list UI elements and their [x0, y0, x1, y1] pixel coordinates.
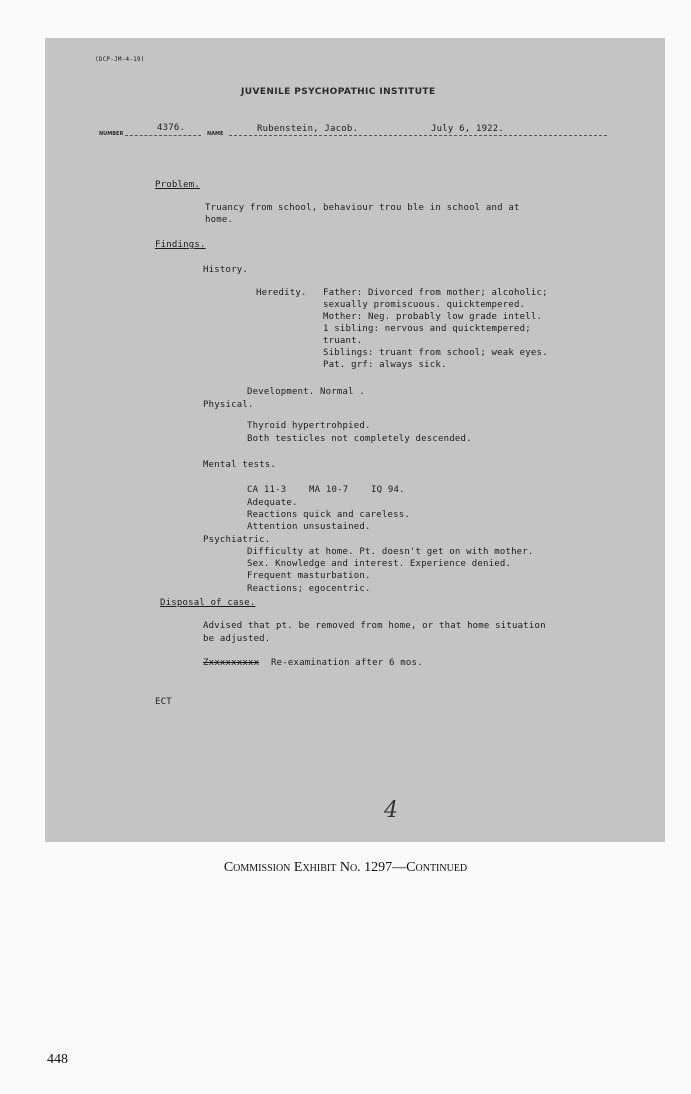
heredity-line-3: Mother: Neg. probably low grade intell.	[323, 312, 543, 322]
physical-label: Physical.	[203, 400, 254, 410]
test-ma: MA 10-7	[309, 485, 349, 495]
heredity-line-5: truant.	[323, 336, 363, 346]
mental-line-1: Adequate.	[247, 498, 298, 508]
psychiatric-line-4: Reactions; egocentric.	[247, 584, 371, 594]
physical-line-1: Thyroid hypertrohpied.	[247, 421, 371, 431]
record-date: July 6, 1922.	[431, 124, 505, 134]
heredity-label: Heredity.	[256, 288, 307, 298]
scanned-document	[45, 38, 665, 842]
psychiatric-line-2: Sex. Knowledge and interest. Experience denied.	[247, 559, 512, 569]
heredity-line-6: Siblings: truant from school; weak eyes.	[323, 348, 548, 358]
problem-line-2: home.	[205, 215, 234, 225]
findings-heading: Findings.	[155, 240, 206, 250]
number-rule	[125, 135, 201, 136]
exhibit-caption: Commission Exhibit No. 1297—Continued	[223, 860, 468, 875]
test-ca: CA 11-3	[247, 485, 287, 495]
disposal-line-1: Advised that pt. be removed from home, or that home situation	[203, 621, 546, 631]
heredity-line-4: 1 sibling: nervous and quicktempered;	[323, 324, 531, 334]
name-rule	[229, 135, 607, 136]
disposal-heading: Disposal of case.	[160, 598, 256, 608]
heredity-line-2: sexually promiscuous. quicktempered.	[323, 300, 526, 310]
heredity-line-1: Father: Divorced from mother; alcoholic;	[323, 288, 548, 298]
mental-line-3: Attention unsustained.	[247, 522, 371, 532]
psychiatric-label: Psychiatric.	[203, 535, 271, 545]
disposal-line-2: be adjusted.	[203, 634, 271, 644]
struck-text: Zxxxxxxxxx	[203, 658, 260, 668]
test-iq: IQ 94.	[371, 485, 405, 495]
history-label: History.	[203, 265, 248, 275]
form-code: (DCP-JM-4-19)	[95, 56, 145, 63]
physical-line-2: Both testicles not completely descended.	[247, 434, 472, 444]
institute-heading: JUVENILE PSYCHOPATHIC INSTITUTE	[241, 87, 436, 97]
patient-name: Rubenstein, Jacob.	[257, 124, 359, 134]
name-label: NAME	[207, 131, 224, 137]
page-number: 448	[47, 1052, 68, 1067]
handwritten-page-mark: 4	[384, 798, 398, 823]
record-number: 4376.	[157, 123, 186, 133]
reexamination-line: Re-examination after 6 mos.	[271, 658, 423, 668]
development-line: Development. Normal .	[247, 387, 365, 397]
mental-tests-label: Mental tests.	[203, 460, 277, 470]
heredity-line-7: Pat. grf: always sick.	[323, 360, 447, 370]
number-label: NUMBER	[99, 131, 124, 137]
psychiatric-line-3: Frequent masturbation.	[247, 571, 371, 581]
mental-line-2: Reactions quick and careless.	[247, 510, 410, 520]
problem-heading: Problem.	[155, 180, 200, 190]
initials: ECT	[155, 697, 172, 707]
problem-line-1: Truancy from school, behaviour trou ble in school and at	[205, 203, 520, 213]
psychiatric-line-1: Difficulty at home. Pt. doesn't get on with mother.	[247, 547, 534, 557]
